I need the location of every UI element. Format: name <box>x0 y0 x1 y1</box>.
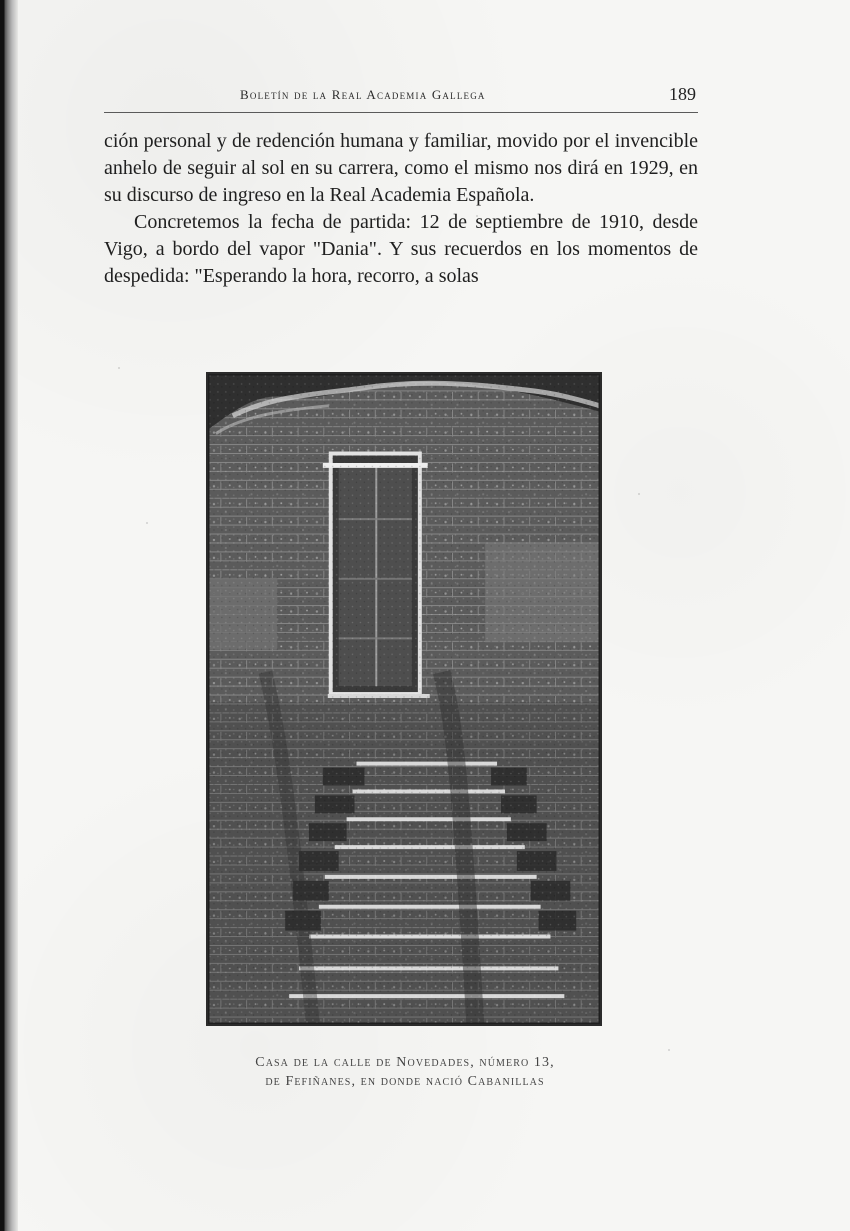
page-header <box>104 84 698 113</box>
scan-speck <box>615 226 617 228</box>
main-text <box>104 128 698 290</box>
photo-frame <box>206 372 602 1026</box>
scan-speck <box>118 367 120 369</box>
house-photo-illustration <box>208 374 600 1024</box>
paragraph-2: Concretemos la fecha de partida: 12 de septiembre de 1910, desde Vigo, a bordo del vapor "Dania". Y sus recuerdos en los momentos de despedida: "Esperando la hora, recorro, a solas <box>104 211 698 287</box>
caption-line-1: Casa de la calle de Novedades, número 13, <box>255 1055 555 1070</box>
scan-speck <box>638 493 640 495</box>
page-number: 189 <box>669 84 696 104</box>
book-binding-edge <box>0 0 18 1231</box>
figure-caption <box>190 1053 620 1091</box>
paragraph-1: ción personal y de redención humana y familiar, movido por el invencible anhelo de seguir al sol en su carrera, como el mismo nos dirá en 1929, en su discurso de ingreso en la Real Academia Española. <box>104 130 698 206</box>
scan-speck <box>476 215 478 217</box>
running-head: Boletín de la Real Academia Gallega <box>240 87 486 102</box>
house-photograph <box>206 372 602 1026</box>
scan-speck <box>146 522 148 524</box>
caption-line-2: de Fefiñanes, en donde nació Cabanillas <box>265 1074 545 1089</box>
scan-speck <box>668 1049 670 1051</box>
